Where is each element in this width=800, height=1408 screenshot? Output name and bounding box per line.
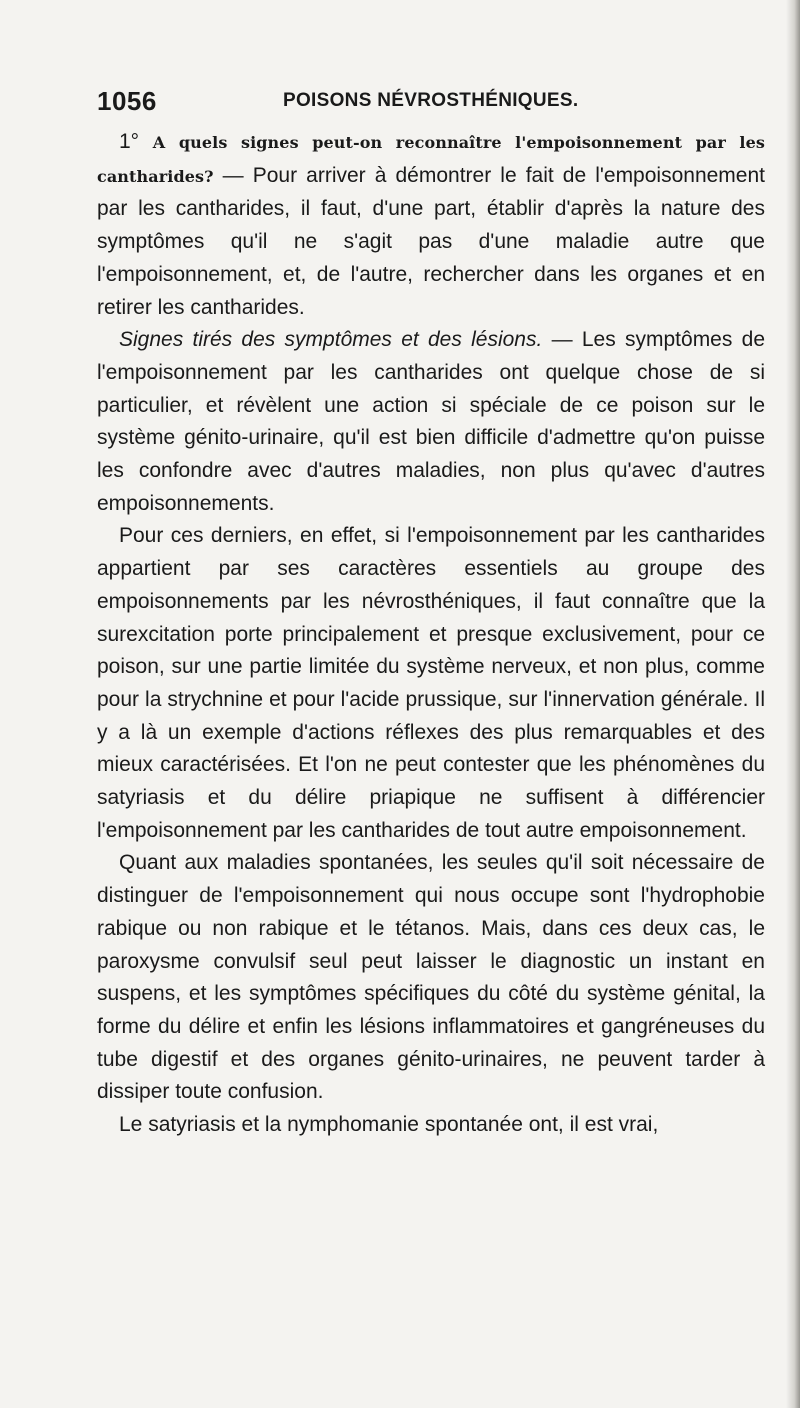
page-header — [97, 86, 777, 122]
running-title: POISONS NÉVROSTHÉNIQUES. — [283, 90, 579, 111]
paragraph-2 — [97, 520, 765, 847]
page-edge-shadow — [786, 0, 800, 1408]
paragraph-text: Le satyriasis et la nymphomanie spontanée ont, il est vrai, — [119, 1113, 659, 1137]
paragraph-text: Pour ces derniers, en effet, si l'empoisonnement par les cantharides appartient par ses caractères essentiels au groupe des empoisonnements par les névrosthéniques, il faut connaître que la surexcitation porte principalement et presque exclusivement, pour ce poison, sur une partie limitée du système nerveux, et non plus, comme pour la strychnine et pour l'acide prussique, sur l'innervation générale. Il y a là un exemple d'actions réflexes des plus remarquables et des mieux caractérisées. Et l'on ne peut contester que les phénomènes du satyriasis et du délire priapique ne suffisent à différencier l'empoisonnement par les cantharides de tout autre empoisonnement. — [97, 524, 765, 842]
page-number: 1056 — [97, 86, 157, 116]
body-text — [97, 126, 765, 1142]
paragraph-text: Quant aux maladies spontanées, les seules qu'il soit nécessaire de distinguer de l'empoisonnement qui nous occupe sont l'hydrophobie rabique ou non rabique et le tétanos. Mais, dans ces deux cas, le paroxysme convulsif seul peut laisser le diagnostic un instant en suspens, et les symptômes spécifiques du côté du système génital, la forme du délire et enfin les lésions inflammatoires et gangréneuses du tube digestif et des organes génito-urinaires, ne peuvent tarder à dissiper toute confusion. — [97, 851, 765, 1104]
section-heading: A quels signes peut-on reconnaître l'empoisonnement par les cantharides? — [97, 133, 765, 186]
paragraph-3 — [97, 847, 765, 1109]
section-heading-rest: — Pour arriver à démontrer le fait de l'empoisonnement par les cantharides, il faut, d'une part, établir d'après la nature des symptômes qu'il ne s'agit pas d'une maladie autre que l'empoisonnement, et, de l'autre, rechercher dans les organes et en retirer les cantharides. — [97, 163, 765, 319]
paragraph-subhead: Signes tirés des symptômes et des lésions. — [119, 328, 543, 352]
paragraph-section-heading — [97, 126, 765, 324]
paragraph-4 — [97, 1109, 765, 1142]
paragraph-text: — Les symptômes de l'empoisonnement par les cantharides ont quelque chose de si particulier, et révèlent une action si spéciale de ce poison sur le système génito-urinaire, qu'il est bien difficile d'admettre qu'on puisse les confondre avec d'autres maladies, non plus qu'avec d'autres empoisonnements. — [97, 328, 765, 515]
section-number: 1° — [119, 130, 140, 153]
paragraph-1 — [97, 324, 765, 520]
